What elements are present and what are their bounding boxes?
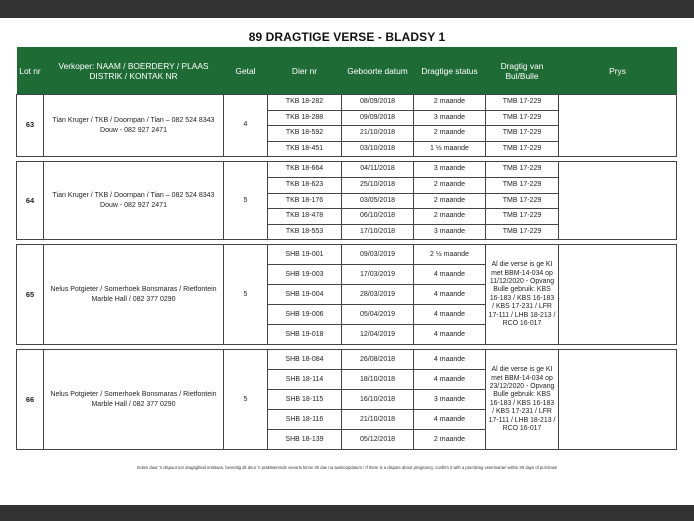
table-row (17, 245, 677, 265)
bull-number: TMB 17-229 (486, 177, 559, 193)
birth-date: 03/10/2018 (342, 141, 414, 157)
animal-count: 5 (224, 245, 268, 345)
birth-date: 21/10/2018 (342, 410, 414, 430)
bull-number: TMB 17-229 (486, 162, 559, 178)
price-cell (559, 162, 677, 240)
animal-number: TKB 18-288 (268, 110, 342, 126)
price-cell (559, 245, 677, 345)
animal-number: TKB 18-176 (268, 193, 342, 209)
animal-number: SHB 19-001 (268, 245, 342, 265)
table-row (17, 162, 677, 178)
animal-count: 4 (224, 95, 268, 157)
birth-date: 26/08/2018 (342, 350, 414, 370)
birth-date: 18/10/2018 (342, 370, 414, 390)
birth-date: 03/05/2018 (342, 193, 414, 209)
animal-count: 5 (224, 162, 268, 240)
animal-number: TKB 18-282 (268, 95, 342, 111)
bull-number: TMB 17-229 (486, 209, 559, 225)
animal-number: SHB 19-003 (268, 265, 342, 285)
pregnancy-status: 4 maande (414, 265, 486, 285)
bull-number: TMB 17-229 (486, 141, 559, 157)
header-birth: Geboorte datum (342, 47, 414, 95)
footnote: Indien daar 'n dispuut oor dragtigheid ontstaan, bevestig dit deur 'n praktiserende veearts binne 30 dae na aankoopdatum / If there is a dispute about pregnancy, confirm it with a practising veterinarian within 30 days of purchase (136, 465, 558, 470)
pregnancy-status: 2 maande (414, 95, 486, 111)
pregnancy-status: 2 maande (414, 177, 486, 193)
birth-date: 04/11/2018 (342, 162, 414, 178)
header-lot: Lot nr (17, 47, 44, 95)
bull-number: TMB 17-229 (486, 126, 559, 142)
birth-date: 05/04/2019 (342, 305, 414, 325)
table-row (17, 350, 677, 370)
bull-note: Al die verse is ge KI met BBM-14-034 op 11/12/2020 - Opvang Bulle gebruik: KBS 16-183 / KBS 16-183 / KBS 17-231 / LFR 17-111 / LHB 18-213 / RCO 16-017 (486, 245, 559, 345)
pregnancy-status: 1 ½ maande (414, 141, 486, 157)
bull-number: TMB 17-229 (486, 95, 559, 111)
header-animal: Dier nr (268, 47, 342, 95)
animal-number: SHB 18-084 (268, 350, 342, 370)
table-body (17, 95, 677, 450)
price-cell (559, 95, 677, 157)
seller-info: Tian Kruger / TKB / Doornpan / Tian – 082 524 8343 Douw - 082 927 2471 (44, 162, 224, 240)
bottom-frame-bar (0, 505, 694, 521)
page-title: 89 DRAGTIGE VERSE - BLADSY 1 (248, 30, 446, 44)
animal-number: TKB 18-451 (268, 141, 342, 157)
pregnancy-status: 3 maande (414, 162, 486, 178)
bull-number: TMB 17-229 (486, 224, 559, 240)
header-price: Prys (559, 47, 677, 95)
animal-number: TKB 18-664 (268, 162, 342, 178)
pregnancy-status: 3 maande (414, 224, 486, 240)
animal-number: TKB 18-592 (268, 126, 342, 142)
pregnancy-status: 4 maande (414, 325, 486, 345)
table-header-row (17, 47, 677, 95)
animal-number: SHB 19-004 (268, 285, 342, 305)
lot-number: 65 (17, 245, 44, 345)
bull-note: Al die verse is ge KI met BBM-14-034 op 23/12/2020 - Opvang Bulle gebruik: KBS 16-183 / KBS 16-183 / KBS 17-231 / LFR 17-111 / LHB 18-213 / RCO 16-017 (486, 350, 559, 450)
lot-number: 63 (17, 95, 44, 157)
header-status: Dragtige status (414, 47, 486, 95)
animal-number: SHB 18-116 (268, 410, 342, 430)
birth-date: 16/10/2018 (342, 390, 414, 410)
auction-table (16, 47, 677, 450)
animal-number: TKB 18-553 (268, 224, 342, 240)
pregnancy-status: 3 maande (414, 110, 486, 126)
top-frame-bar (0, 0, 694, 18)
birth-date: 09/09/2018 (342, 110, 414, 126)
birth-date: 12/04/2019 (342, 325, 414, 345)
birth-date: 21/10/2018 (342, 126, 414, 142)
animal-number: TKB 18-478 (268, 209, 342, 225)
header-bull: Dragtig van Bul/Bulle (486, 47, 559, 95)
birth-date: 05/12/2018 (342, 430, 414, 450)
pregnancy-status: 3 maande (414, 390, 486, 410)
header-count: Getal (224, 47, 268, 95)
animal-number: SHB 19-018 (268, 325, 342, 345)
birth-date: 25/10/2018 (342, 177, 414, 193)
table-row (17, 95, 677, 111)
bull-number: TMB 17-229 (486, 193, 559, 209)
lot-number: 64 (17, 162, 44, 240)
pregnancy-status: 4 maande (414, 285, 486, 305)
birth-date: 06/10/2018 (342, 209, 414, 225)
birth-date: 17/10/2018 (342, 224, 414, 240)
bull-number: TMB 17-229 (486, 110, 559, 126)
seller-info: Nelus Potgieter / Somerhoek Bonsmaras / Rietfontein Marble Hall / 082 377 0290 (44, 350, 224, 450)
header-seller: Verkoper: NAAM / BOERDERY / PLAAS DISTRIK / KONTAK NR (44, 47, 224, 95)
birth-date: 08/09/2018 (342, 95, 414, 111)
pregnancy-status: 4 maande (414, 350, 486, 370)
animal-number: TKB 18-623 (268, 177, 342, 193)
animal-number: SHB 18-114 (268, 370, 342, 390)
animal-number: SHB 18-139 (268, 430, 342, 450)
pregnancy-status: 2 maande (414, 430, 486, 450)
birth-date: 17/03/2019 (342, 265, 414, 285)
pregnancy-status: 2 maande (414, 193, 486, 209)
price-cell (559, 350, 677, 450)
animal-number: SHB 19-006 (268, 305, 342, 325)
lot-number: 66 (17, 350, 44, 450)
pregnancy-status: 4 maande (414, 305, 486, 325)
pregnancy-status: 4 maande (414, 410, 486, 430)
birth-date: 28/03/2019 (342, 285, 414, 305)
pregnancy-status: 4 maande (414, 370, 486, 390)
animal-count: 5 (224, 350, 268, 450)
pregnancy-status: 2 ½ maande (414, 245, 486, 265)
birth-date: 09/03/2019 (342, 245, 414, 265)
seller-info: Nelus Potgieter / Somerhoek Bonsmaras / Rietfontein Marble Hall / 082 377 0290 (44, 245, 224, 345)
seller-info: Tian Kruger / TKB / Doornpan / Tian – 082 524 8343 Douw - 082 927 2471 (44, 95, 224, 157)
animal-number: SHB 18-115 (268, 390, 342, 410)
pregnancy-status: 2 maande (414, 209, 486, 225)
pregnancy-status: 2 maande (414, 126, 486, 142)
